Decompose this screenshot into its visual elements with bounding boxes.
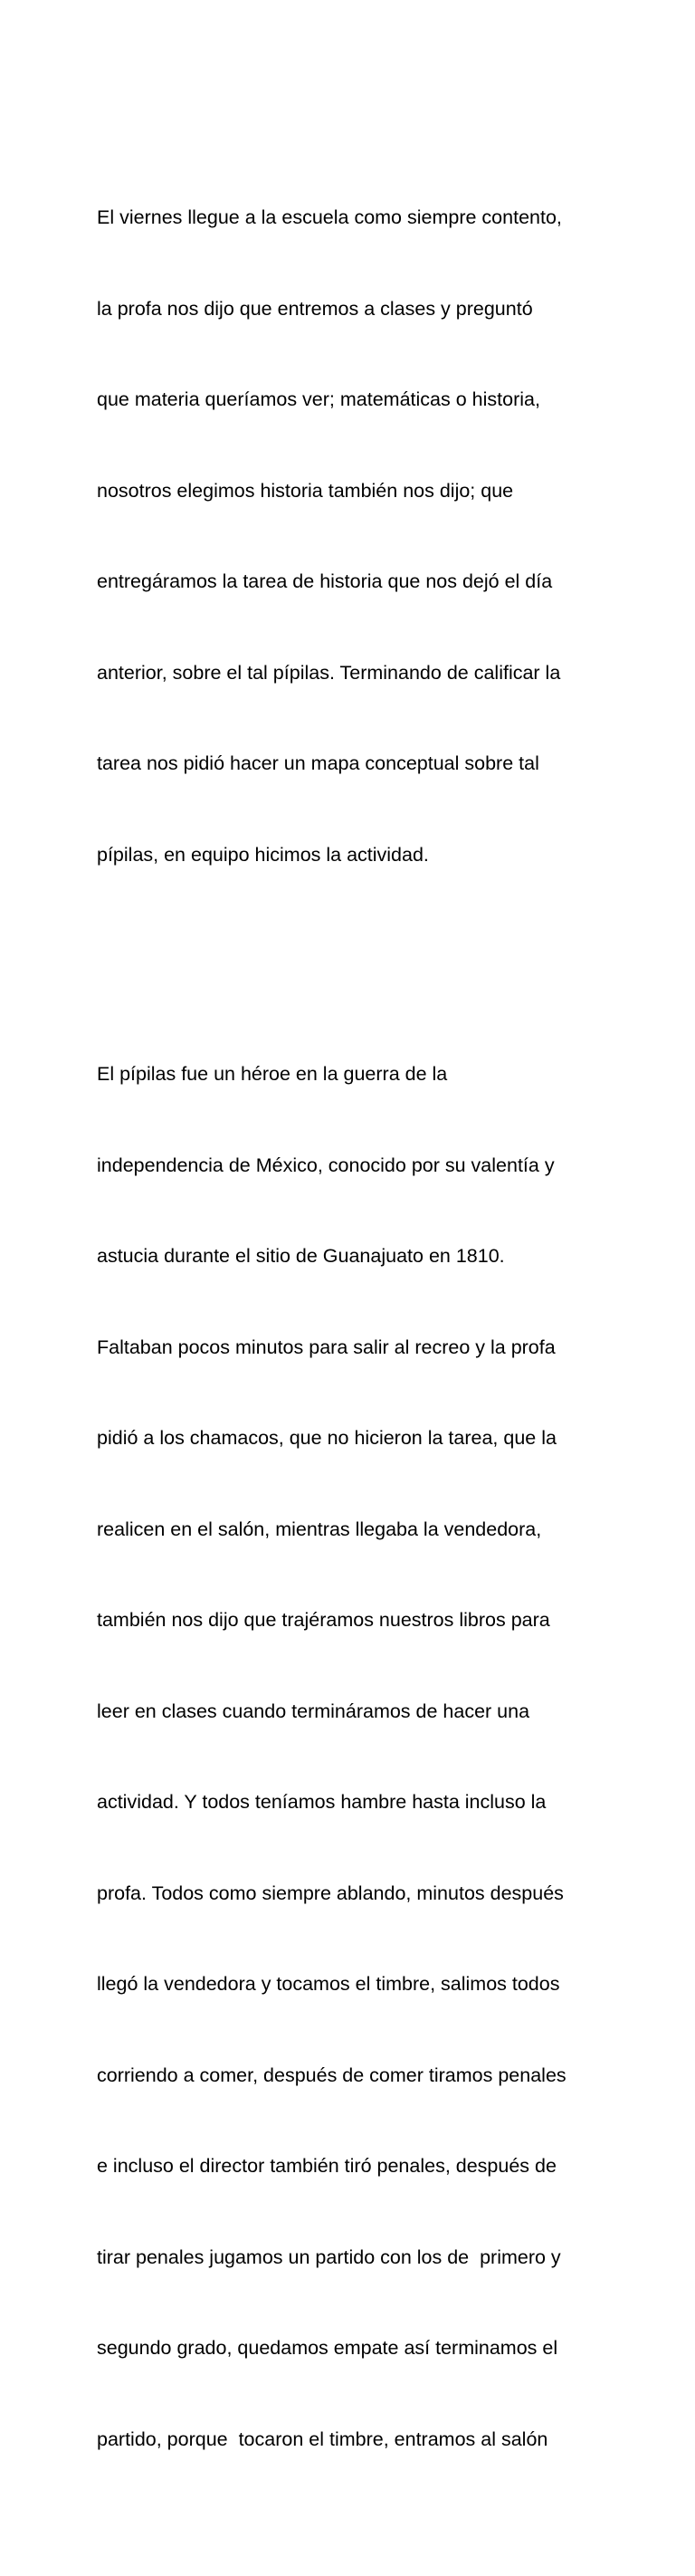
text-line: tarea nos pidió hacer un mapa conceptual sobre tal <box>97 752 539 774</box>
paragraph-1 <box>97 142 622 931</box>
text-line: también nos dijo que trajéramos nuestros libros para <box>97 1609 550 1631</box>
text-line: actividad. Y todos teníamos hambre hasta incluso la <box>97 1791 547 1813</box>
text-line: llegó la vendedora y tocamos el timbre, salimos todos <box>97 1973 560 1995</box>
text-line: Faltaban pocos minutos para salir al recreo y la profa <box>97 1336 556 1358</box>
text-line: leer en clases cuando termináramos de hacer una <box>97 1700 530 1722</box>
text-line: la profa nos dijo que entremos a clases y preguntó <box>97 297 533 320</box>
text-line: realicen en el salón, mientras llegaba la vendedora, <box>97 1518 542 1540</box>
text-line: El pípilas fue un héroe en la guerra de la <box>97 1063 448 1085</box>
text-line: que materia queríamos ver; matemáticas o historia, <box>97 388 540 410</box>
text-line: e incluso el director también tiró penales, después de <box>97 2155 557 2177</box>
text-line: pidió a los chamacos, que no hicieron la tarea, que la <box>97 1427 557 1449</box>
text-line: El viernes llegue a la escuela como siempre contento, <box>97 206 562 228</box>
text-line: segundo grado, quedamos empate así terminamos el <box>97 2337 558 2359</box>
text-line: astucia durante el sitio de Guanajuato en 1810. <box>97 1245 505 1267</box>
text-line: profa. Todos como siempre ablando, minutos después <box>97 1882 564 1904</box>
paragraph-2 <box>97 999 622 2515</box>
text-line: anterior, sobre el tal pípilas. Terminando de calificar la <box>97 661 561 684</box>
text-line: independencia de México, conocido por su valentía y <box>97 1154 555 1176</box>
text-line: nosotros elegimos historia también nos dijo; que <box>97 479 514 502</box>
document-body <box>97 81 622 2576</box>
text-line: entregáramos la tarea de historia que nos dejó el día <box>97 570 553 592</box>
text-line: pípilas, en equipo hicimos la actividad. <box>97 843 429 866</box>
text-line: corriendo a comer, después de comer tiramos penales <box>97 2064 566 2086</box>
text-line: tirar penales jugamos un partido con los de primero y <box>97 2246 561 2268</box>
text-line: partido, porque tocaron el timbre, entramos al salón <box>97 2428 548 2450</box>
